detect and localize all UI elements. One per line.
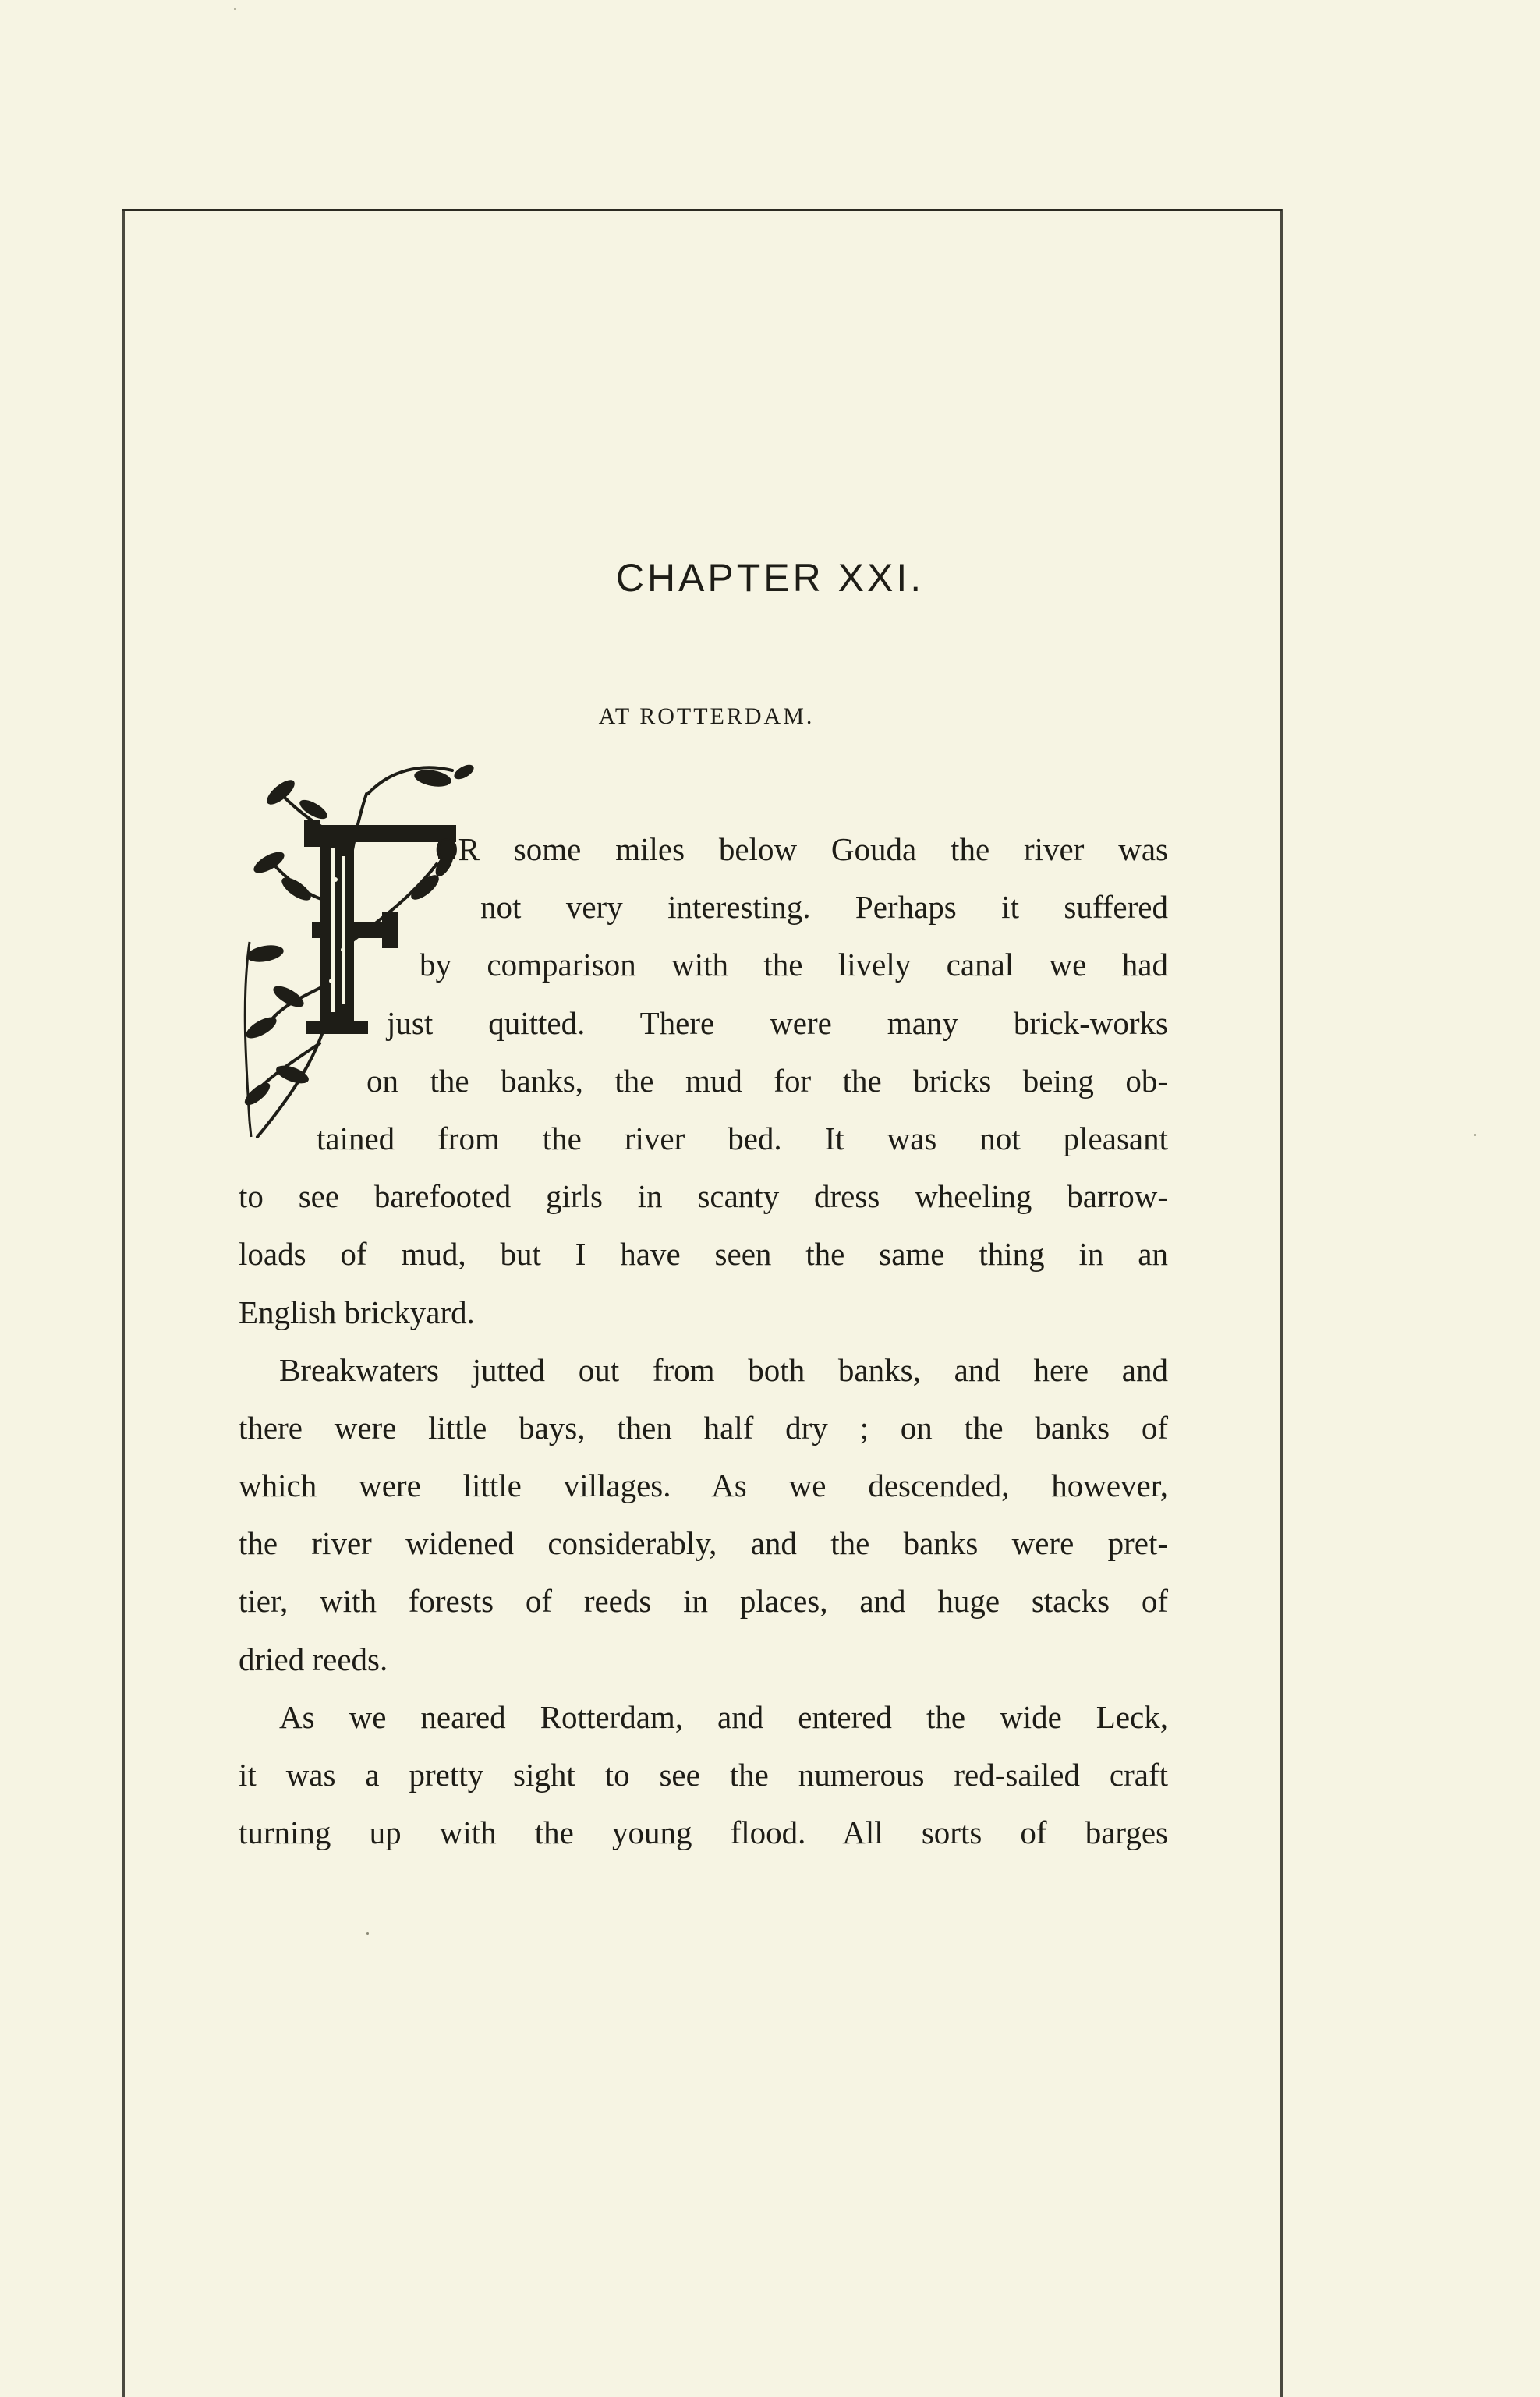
text-line: tier, with forests of reeds in places, and huge stacks of [239, 1583, 1168, 1620]
text-line: English brickyard. [239, 1294, 475, 1330]
text-line: As we neared Rotterdam, and entered the wide Leck, [279, 1698, 1168, 1735]
chapter-title: CHAPTER XXI. [615, 556, 925, 600]
section-title: AT ROTTERDAM. [598, 703, 815, 729]
paragraph-1 [239, 820, 1168, 1341]
text-line: Breakwaters jutted out from both banks, and here and [279, 1351, 1168, 1388]
text-line: by comparison with the lively canal we had [420, 947, 1168, 983]
text-line: which were little villages. As we descended, however, [239, 1468, 1168, 1504]
text-line: tained from the river bed. It was not pleasant [317, 1120, 1168, 1156]
text-line: loads of mud, but I have seen the same thing in an [239, 1236, 1168, 1273]
paper-speck [234, 8, 236, 10]
text-line: dried reeds. [239, 1641, 388, 1677]
frame-left-rule [122, 209, 125, 2397]
frame-right-rule [1280, 209, 1283, 2397]
paragraph-3 [239, 1688, 1168, 1862]
text-line: turning up with the young flood. All sorts of barges [239, 1815, 1168, 1851]
paper-speck [366, 1932, 369, 1935]
frame-top-rule [122, 209, 1282, 211]
text-line: on the banks, the mud for the bricks being ob- [366, 1062, 1168, 1099]
text-line: OR some miles below Gouda the river was [435, 831, 1168, 867]
text-line: not very interesting. Perhaps it suffered [480, 889, 1168, 926]
paragraph-2 [239, 1341, 1168, 1688]
chapter-body-text [239, 820, 1168, 1861]
text-line: to see barefooted girls in scanty dress wheeling barrow- [239, 1178, 1168, 1215]
paper-speck [1474, 1134, 1476, 1136]
text-line: it was a pretty sight to see the numerous red-sailed craft [239, 1757, 1168, 1793]
text-line: there were little bays, then half dry ; on the banks of [239, 1409, 1168, 1446]
text-line: just quitted. There were many brick-works [387, 1004, 1168, 1041]
text-line: the river widened considerably, and the banks were pret- [239, 1525, 1168, 1562]
